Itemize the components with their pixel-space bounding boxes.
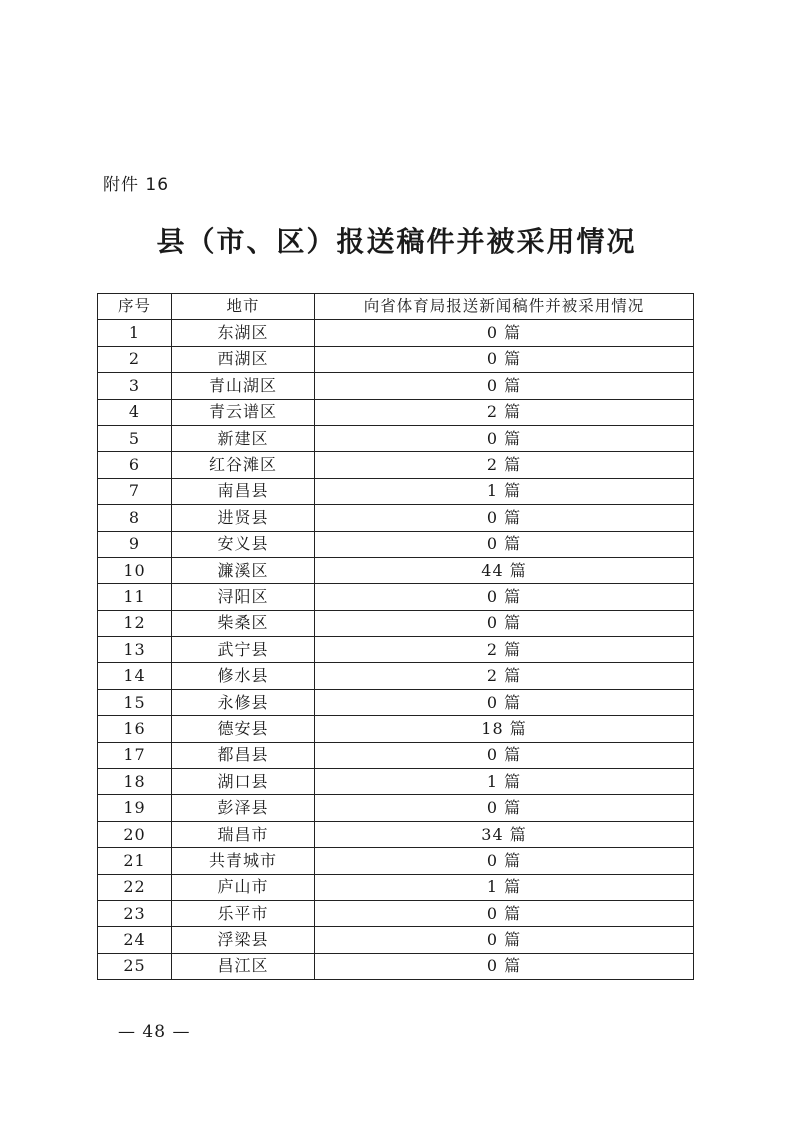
table-row [98, 478, 694, 504]
cell-adoption: 1 篇 [315, 769, 694, 795]
cell-adoption: 0 篇 [315, 927, 694, 953]
cell-index: 15 [98, 689, 172, 715]
cell-index: 1 [98, 320, 172, 346]
cell-index: 10 [98, 557, 172, 583]
cell-region: 进贤县 [172, 505, 315, 531]
cell-region: 永修县 [172, 689, 315, 715]
page-title: 县（市、区）报送稿件并被采用情况 [156, 225, 637, 258]
cell-region: 乐平市 [172, 900, 315, 926]
annex-label: 附件 16 [103, 175, 170, 195]
cell-index: 25 [98, 953, 172, 979]
cell-adoption: 1 篇 [315, 874, 694, 900]
cell-adoption: 0 篇 [315, 425, 694, 451]
cell-region: 濂溪区 [172, 557, 315, 583]
cell-region: 瑞昌市 [172, 821, 315, 847]
table-row [98, 399, 694, 425]
table-row [98, 900, 694, 926]
table-row [98, 425, 694, 451]
cell-region: 湖口县 [172, 769, 315, 795]
cell-index: 6 [98, 452, 172, 478]
cell-adoption: 0 篇 [315, 346, 694, 372]
table-row [98, 953, 694, 979]
cell-index: 3 [98, 373, 172, 399]
cell-adoption: 0 篇 [315, 689, 694, 715]
table-row [98, 637, 694, 663]
cell-adoption: 0 篇 [315, 848, 694, 874]
cell-index: 21 [98, 848, 172, 874]
cell-index: 14 [98, 663, 172, 689]
cell-region: 昌江区 [172, 953, 315, 979]
cell-adoption: 44 篇 [315, 557, 694, 583]
cell-index: 19 [98, 795, 172, 821]
cell-region: 武宁县 [172, 637, 315, 663]
table-row [98, 689, 694, 715]
cell-adoption: 1 篇 [315, 478, 694, 504]
page-number: — 48 — [118, 1022, 191, 1042]
cell-index: 18 [98, 769, 172, 795]
cell-index: 11 [98, 584, 172, 610]
cell-index: 20 [98, 821, 172, 847]
table-row [98, 663, 694, 689]
cell-region: 安义县 [172, 531, 315, 557]
cell-adoption: 0 篇 [315, 795, 694, 821]
cell-index: 9 [98, 531, 172, 557]
cell-region: 南昌县 [172, 478, 315, 504]
cell-region: 浮梁县 [172, 927, 315, 953]
cell-adoption: 0 篇 [315, 900, 694, 926]
table-row [98, 531, 694, 557]
cell-region: 青山湖区 [172, 373, 315, 399]
table-row [98, 557, 694, 583]
table-row [98, 346, 694, 372]
cell-region: 共青城市 [172, 848, 315, 874]
cell-adoption: 0 篇 [315, 742, 694, 768]
cell-index: 12 [98, 610, 172, 636]
cell-adoption: 0 篇 [315, 610, 694, 636]
table-row [98, 927, 694, 953]
cell-index: 4 [98, 399, 172, 425]
cell-region: 修水县 [172, 663, 315, 689]
table-header-row [98, 294, 694, 320]
table-row [98, 795, 694, 821]
table-row [98, 320, 694, 346]
cell-adoption: 0 篇 [315, 505, 694, 531]
cell-adoption: 0 篇 [315, 373, 694, 399]
table-row [98, 584, 694, 610]
cell-index: 22 [98, 874, 172, 900]
cell-adoption: 34 篇 [315, 821, 694, 847]
header-adoption: 向省体育局报送新闻稿件并被采用情况 [315, 294, 694, 320]
cell-region: 浔阳区 [172, 584, 315, 610]
table-row [98, 769, 694, 795]
cell-index: 23 [98, 900, 172, 926]
table-row [98, 821, 694, 847]
cell-region: 新建区 [172, 425, 315, 451]
table-row [98, 452, 694, 478]
table-row [98, 716, 694, 742]
cell-index: 5 [98, 425, 172, 451]
cell-index: 13 [98, 637, 172, 663]
cell-adoption: 2 篇 [315, 663, 694, 689]
cell-index: 7 [98, 478, 172, 504]
cell-adoption: 2 篇 [315, 452, 694, 478]
cell-region: 红谷滩区 [172, 452, 315, 478]
table-row [98, 874, 694, 900]
cell-adoption: 0 篇 [315, 584, 694, 610]
table-body [98, 320, 694, 980]
header-region: 地市 [172, 294, 315, 320]
cell-region: 都昌县 [172, 742, 315, 768]
cell-adoption: 2 篇 [315, 637, 694, 663]
cell-index: 8 [98, 505, 172, 531]
table-row [98, 610, 694, 636]
cell-adoption: 0 篇 [315, 953, 694, 979]
cell-region: 彭泽县 [172, 795, 315, 821]
cell-index: 17 [98, 742, 172, 768]
cell-index: 2 [98, 346, 172, 372]
header-index: 序号 [98, 294, 172, 320]
cell-region: 东湖区 [172, 320, 315, 346]
cell-adoption: 0 篇 [315, 320, 694, 346]
cell-region: 德安县 [172, 716, 315, 742]
cell-region: 西湖区 [172, 346, 315, 372]
table-row [98, 505, 694, 531]
cell-adoption: 0 篇 [315, 531, 694, 557]
table-row [98, 848, 694, 874]
cell-adoption: 18 篇 [315, 716, 694, 742]
cell-index: 16 [98, 716, 172, 742]
cell-adoption: 2 篇 [315, 399, 694, 425]
cell-index: 24 [98, 927, 172, 953]
cell-region: 庐山市 [172, 874, 315, 900]
cell-region: 柴桑区 [172, 610, 315, 636]
table-row [98, 742, 694, 768]
table-row [98, 373, 694, 399]
submission-table [97, 293, 694, 980]
cell-region: 青云谱区 [172, 399, 315, 425]
